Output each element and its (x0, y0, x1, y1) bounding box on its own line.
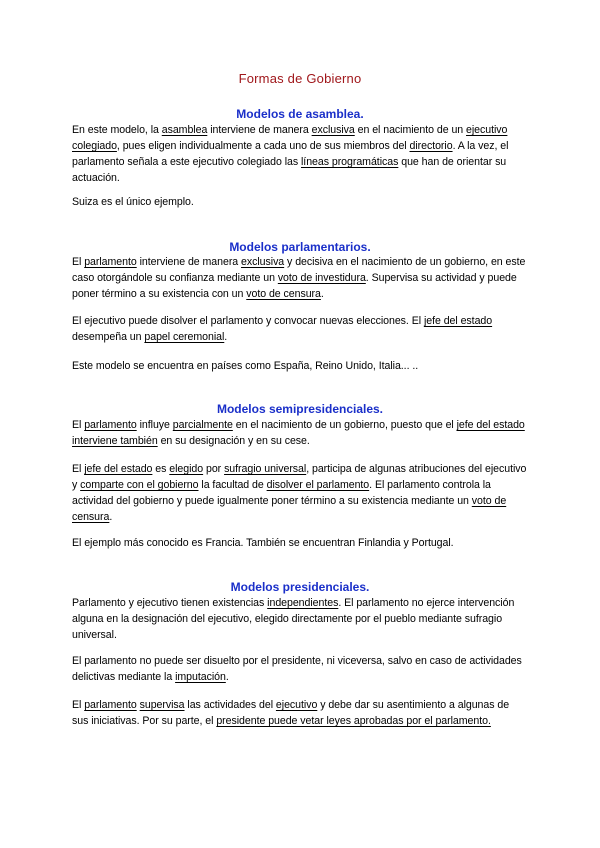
page-title: Formas de Gobierno (238, 71, 362, 86)
underlined-term: jefe del estado (84, 463, 153, 475)
paragraph (72, 535, 527, 551)
text-run: . A la vez, el parlamento señala a este ejecutivo colegiado las (72, 140, 509, 168)
paragraph (72, 358, 527, 374)
underlined-term: presidente puede vetar leyes aprobadas por el parlamento. (216, 715, 491, 727)
underlined-term: independientes (267, 597, 339, 609)
underlined-term: ejecutivo (275, 699, 318, 711)
text-run: El (72, 463, 85, 475)
text-run: El ejemplo más conocido es Francia. También se encuentran Finlandia y Portugal. (72, 537, 454, 549)
underlined-term: supervisa (139, 699, 185, 711)
underlined-term: exclusiva (311, 124, 355, 136)
text-run: desempeña un (72, 331, 145, 343)
paragraph (72, 697, 527, 729)
underlined-term: voto de investidura (277, 272, 366, 284)
paragraph (72, 461, 527, 525)
text-run: . (224, 331, 228, 343)
paragraph (72, 194, 527, 210)
underlined-term: jefe del estado (423, 315, 493, 327)
text-run: interviene de manera (136, 256, 242, 268)
paragraph (72, 595, 527, 643)
underlined-term: voto de censura (246, 288, 321, 300)
underlined-term: papel ceremonial (144, 331, 225, 343)
underlined-term: parlamento (84, 699, 137, 711)
text-run: las actividades del (184, 699, 276, 711)
paragraph (72, 313, 527, 345)
underlined-term: ejecutivo colegiado (72, 124, 508, 152)
paragraph (72, 254, 527, 302)
section-heading-semipresidenciales: Modelos semipresidenciales. (216, 402, 384, 416)
underlined-term: parcialmente (172, 419, 233, 431)
underlined-term: directorio (409, 140, 453, 152)
text-run: es (152, 463, 170, 475)
underlined-term: sufragio universal (224, 463, 307, 475)
section-heading-presidenciales: Modelos presidenciales. (230, 580, 370, 594)
paragraph (72, 653, 527, 685)
underlined-term: parlamento (84, 256, 137, 268)
text-run: . (109, 511, 113, 523)
underlined-term: líneas programáticas (301, 156, 399, 168)
text-run: influye (136, 419, 173, 431)
underlined-term: elegido (169, 463, 204, 475)
text-run: En este modelo, la (72, 124, 162, 136)
text-run: que han de orientar su actuación. (72, 156, 507, 184)
text-run: , participa de algunas atribuciones del ejecutivo y (72, 463, 527, 491)
text-run: en el nacimiento de un gobierno, puesto que el (232, 419, 457, 431)
text-run: , pues eligen individualmente a cada uno de sus miembros del (116, 140, 410, 152)
underlined-term: comparte con el gobierno (80, 479, 199, 491)
text-run: Este modelo se encuentra en países como España, Reino Unido, Italia... .. (72, 360, 419, 372)
underlined-term: imputación (175, 671, 226, 683)
underlined-term: jefe del estado (456, 419, 525, 431)
underlined-term: parlamento (84, 419, 137, 431)
text-run: . (225, 671, 229, 683)
underlined-term: voto de censura (72, 495, 507, 523)
text-run: El ejecutivo puede disolver el parlamento y convocar nuevas elecciones. El (72, 315, 424, 327)
underlined-term: interviene también (72, 435, 158, 447)
text-run: El parlamento no puede ser disuelto por el presidente, ni viceversa, salvo en caso de actividades delictivas mediante la (72, 655, 522, 683)
underlined-term: asamblea (161, 124, 208, 136)
text-run: . El parlamento no ejerce intervención alguna en la designación del ejecutivo, elegido directamente por el pueblo mediante sufragio universal. (72, 597, 515, 641)
text-run: y debe dar su asentimiento a algunas de sus iniciativas. Por su parte, el (72, 699, 510, 727)
text-run: . (320, 288, 324, 300)
underlined-term: exclusiva (241, 256, 285, 268)
underlined-term: disolver el parlamento (266, 479, 370, 491)
section-heading-parlamentarios: Modelos parlamentarios. (229, 240, 371, 254)
text-run: por (203, 463, 225, 475)
paragraph (72, 122, 527, 186)
text-run: . El parlamento controla la actividad del gobierno y puede igualmente poner término a su existencia mediante un (72, 479, 491, 507)
text-run: Suiza es el único ejemplo. (72, 196, 194, 208)
text-run: El (72, 419, 85, 431)
text-run: interviene de manera (207, 124, 312, 136)
text-run: la facultad de (198, 479, 267, 491)
section-heading-asamblea: Modelos de asamblea. (236, 107, 364, 121)
text-run: Parlamento y ejecutivo tienen existencias (72, 597, 268, 609)
text-run: en el nacimiento de un (354, 124, 467, 136)
text-run: y decisiva en el nacimiento de un gobierno, en este caso otorgándole su confianza mediante un (72, 256, 526, 284)
text-run: El (72, 256, 85, 268)
text-run: El (72, 699, 85, 711)
text-run: en su designación y en su cese. (157, 435, 310, 447)
text-run: . Supervisa su actividad y puede poner término a su existencia con un (72, 272, 517, 300)
paragraph (72, 417, 527, 449)
